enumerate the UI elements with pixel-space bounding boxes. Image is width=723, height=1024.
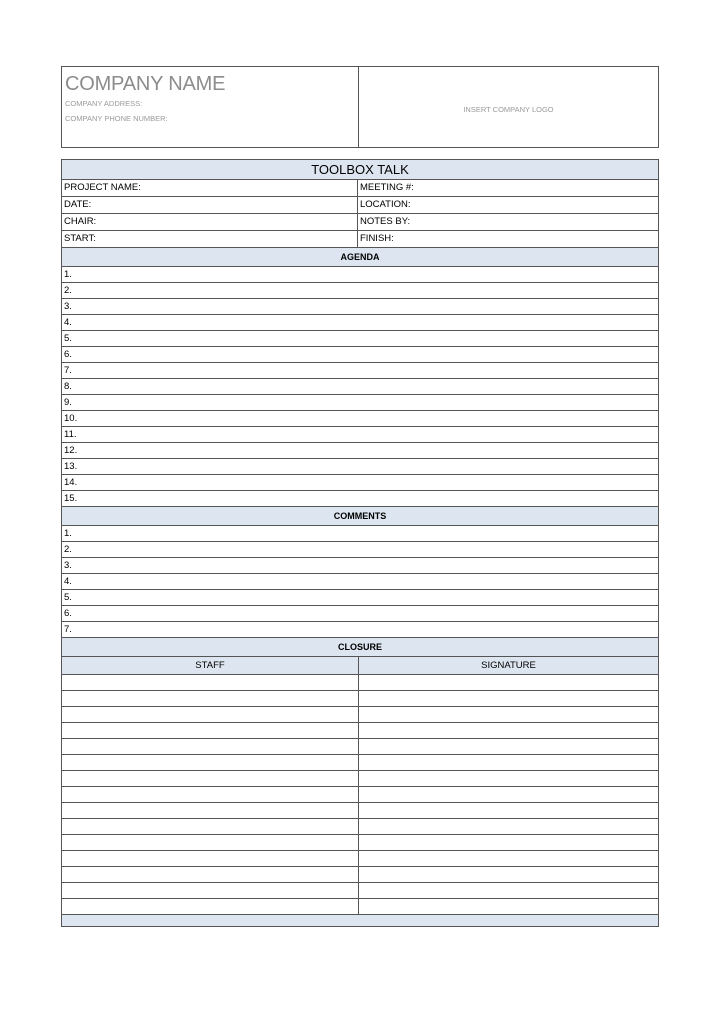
- staff-cell[interactable]: [62, 755, 359, 770]
- closure-rows: [62, 675, 658, 915]
- comment-item[interactable]: 3.: [62, 558, 658, 574]
- closure-column-headers: [62, 657, 658, 675]
- staff-cell[interactable]: [62, 787, 359, 802]
- form-title: TOOLBOX TALK: [62, 160, 658, 180]
- field-label-right[interactable]: NOTES BY:: [360, 216, 411, 227]
- closure-row: [62, 771, 658, 787]
- agenda-item[interactable]: 8.: [62, 379, 658, 395]
- closure-row: [62, 739, 658, 755]
- staff-cell[interactable]: [62, 675, 359, 690]
- agenda-item[interactable]: 7.: [62, 363, 658, 379]
- closure-row: [62, 707, 658, 723]
- staff-cell[interactable]: [62, 803, 359, 818]
- comment-item[interactable]: 4.: [62, 574, 658, 590]
- signature-cell[interactable]: [359, 867, 658, 882]
- closure-row: [62, 883, 658, 899]
- closure-row: [62, 755, 658, 771]
- closure-row: [62, 787, 658, 803]
- staff-cell[interactable]: [62, 851, 359, 866]
- signature-cell[interactable]: [359, 851, 658, 866]
- comment-item[interactable]: 5.: [62, 590, 658, 606]
- staff-cell[interactable]: [62, 899, 359, 914]
- closure-row: [62, 723, 658, 739]
- signature-cell[interactable]: [359, 803, 658, 818]
- closure-row: [62, 835, 658, 851]
- staff-cell[interactable]: [62, 883, 359, 898]
- toolbox-talk-form: [61, 159, 659, 927]
- agenda-item[interactable]: 5.: [62, 331, 658, 347]
- staff-cell[interactable]: [62, 723, 359, 738]
- company-name: COMPANY NAME: [65, 73, 226, 95]
- company-info-cell: [62, 67, 359, 147]
- signature-cell[interactable]: [359, 691, 658, 706]
- staff-cell[interactable]: [62, 819, 359, 834]
- closure-row: [62, 675, 658, 691]
- closure-row: [62, 851, 658, 867]
- document-page: [61, 66, 659, 671]
- signature-cell[interactable]: [359, 883, 658, 898]
- agenda-list: [62, 267, 658, 507]
- signature-cell[interactable]: [359, 675, 658, 690]
- meeting-fields: [62, 180, 658, 248]
- field-label-left[interactable]: DATE:: [62, 197, 358, 213]
- comments-header: COMMENTS: [62, 507, 658, 526]
- staff-cell[interactable]: [62, 707, 359, 722]
- form-footer-bar: [62, 915, 658, 926]
- field-row: [62, 231, 658, 248]
- staff-cell[interactable]: [62, 691, 359, 706]
- field-label-right[interactable]: MEETING #:: [360, 182, 414, 193]
- company-address: COMPANY ADDRESS:: [65, 99, 143, 108]
- comment-item[interactable]: 7.: [62, 622, 658, 638]
- closure-row: [62, 803, 658, 819]
- signature-cell[interactable]: [359, 899, 658, 914]
- signature-column-header: SIGNATURE: [481, 660, 536, 671]
- comment-item[interactable]: 2.: [62, 542, 658, 558]
- staff-cell[interactable]: [62, 739, 359, 754]
- company-phone: COMPANY PHONE NUMBER:: [65, 114, 168, 123]
- signature-cell[interactable]: [359, 755, 658, 770]
- comments-list: [62, 526, 658, 638]
- field-row: [62, 180, 658, 197]
- field-row: [62, 214, 658, 231]
- staff-cell[interactable]: [62, 867, 359, 882]
- agenda-item[interactable]: 14.: [62, 475, 658, 491]
- staff-cell[interactable]: [62, 771, 359, 786]
- signature-cell[interactable]: [359, 723, 658, 738]
- signature-cell[interactable]: [359, 787, 658, 802]
- agenda-item[interactable]: 10.: [62, 411, 658, 427]
- field-label-left[interactable]: PROJECT NAME:: [62, 180, 358, 196]
- agenda-item[interactable]: 2.: [62, 283, 658, 299]
- agenda-header: AGENDA: [62, 248, 658, 267]
- agenda-item[interactable]: 4.: [62, 315, 658, 331]
- field-row: [62, 197, 658, 214]
- staff-column-header: STAFF: [62, 657, 359, 674]
- logo-placeholder: INSERT COMPANY LOGO: [463, 105, 554, 114]
- field-label-right[interactable]: LOCATION:: [360, 199, 411, 210]
- field-label-right[interactable]: FINISH:: [360, 233, 394, 244]
- agenda-item[interactable]: 9.: [62, 395, 658, 411]
- agenda-item[interactable]: 13.: [62, 459, 658, 475]
- signature-cell[interactable]: [359, 771, 658, 786]
- company-logo-cell: [359, 67, 658, 147]
- agenda-item[interactable]: 11.: [62, 427, 658, 443]
- company-header: [61, 66, 659, 148]
- comment-item[interactable]: 6.: [62, 606, 658, 622]
- closure-row: [62, 867, 658, 883]
- field-label-left[interactable]: CHAIR:: [62, 214, 358, 230]
- signature-cell[interactable]: [359, 819, 658, 834]
- agenda-item[interactable]: 1.: [62, 267, 658, 283]
- closure-header: CLOSURE: [62, 638, 658, 657]
- agenda-item[interactable]: 12.: [62, 443, 658, 459]
- signature-cell[interactable]: [359, 707, 658, 722]
- closure-row: [62, 819, 658, 835]
- field-label-left[interactable]: START:: [62, 231, 358, 247]
- agenda-item[interactable]: 6.: [62, 347, 658, 363]
- closure-row: [62, 691, 658, 707]
- signature-cell[interactable]: [359, 739, 658, 754]
- agenda-item[interactable]: 15.: [62, 491, 658, 507]
- staff-cell[interactable]: [62, 835, 359, 850]
- agenda-item[interactable]: 3.: [62, 299, 658, 315]
- comment-item[interactable]: 1.: [62, 526, 658, 542]
- closure-row: [62, 899, 658, 915]
- signature-cell[interactable]: [359, 835, 658, 850]
